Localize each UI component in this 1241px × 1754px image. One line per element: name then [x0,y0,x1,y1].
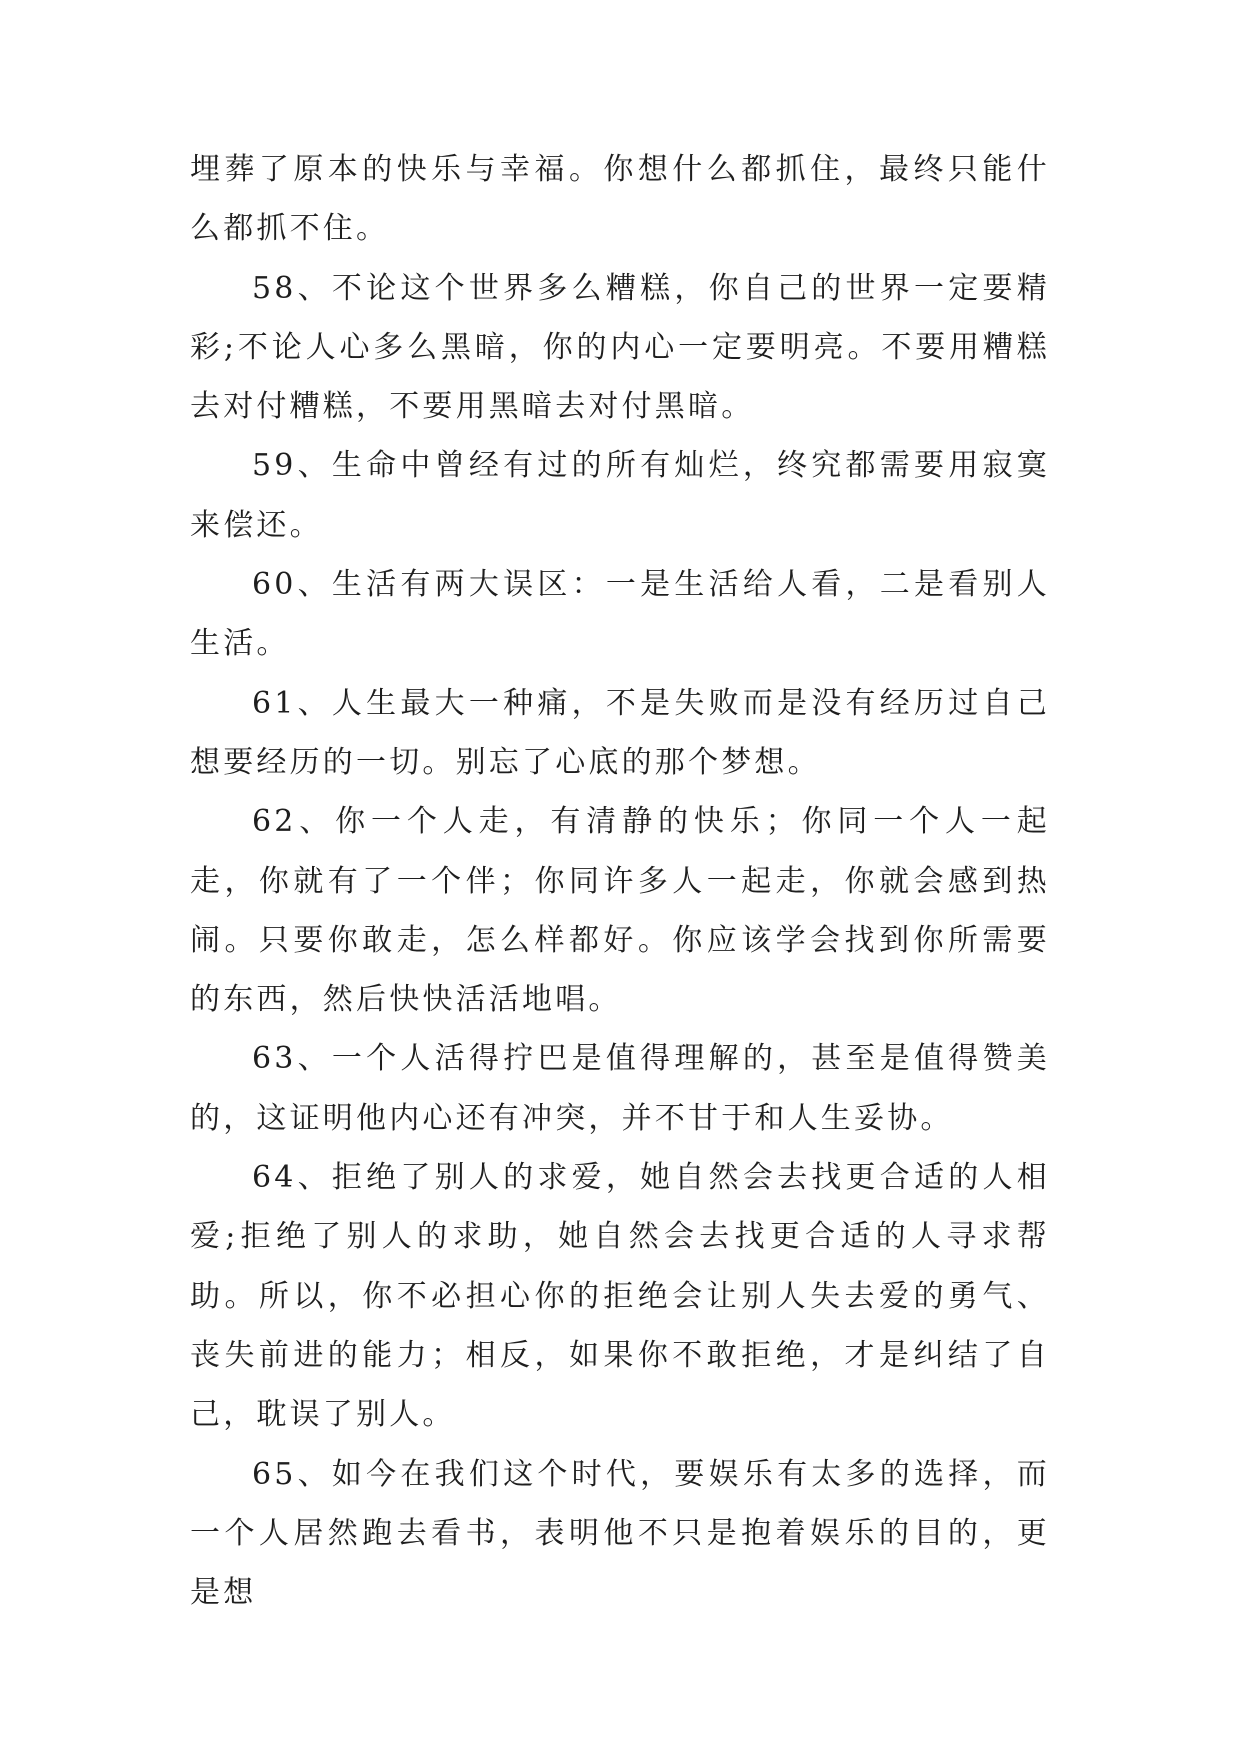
paragraph-59: 59、生命中曾经有过的所有灿烂，终究都需要用寂寞来偿还。 [190,448,1050,543]
paragraph-63: 63、一个人活得拧巴是值得理解的，甚至是值得赞美的，这证明他内心还有冲突，并不甘于和人生妥协。 [190,1041,1050,1136]
paragraph-58: 58、不论这个世界多么糟糕，你自己的世界一定要精彩;不论人心多么黑暗，你的内心一定要明亮。不要用糟糕去对付糟糕，不要用黑暗去对付黑暗。 [190,270,1050,425]
paragraph-61: 61、人生最大一种痛，不是失败而是没有经历过自己想要经历的一切。别忘了心底的那个梦想。 [190,685,1050,780]
paragraph-65: 65、如今在我们这个时代，要娱乐有太多的选择，而一个人居然跑去看书，表明他不只是抱着娱乐的目的，更是想 [190,1456,1050,1611]
document-page [190,140,1050,1622]
paragraph-64: 64、拒绝了别人的求爱，她自然会去找更合适的人相爱;拒绝了别人的求助，她自然会去找更合适的人寻求帮助。所以，你不必担心你的拒绝会让别人失去爱的勇气、丧失前进的能力；相反，如果你不敢拒绝，才是纠结了自己，耽误了别人。 [190,1160,1050,1433]
paragraph-62: 62、你一个人走，有清静的快乐；你同一个人一起走，你就有了一个伴；你同许多人一起走，你就会感到热闹。只要你敢走，怎么样都好。你应该学会找到你所需要的东西，然后快快活活地唱。 [190,804,1050,1018]
paragraph-60: 60、生活有两大误区：一是生活给人看，二是看别人生活。 [190,567,1050,662]
paragraph-continuation: 埋葬了原本的快乐与幸福。你想什么都抓住，最终只能什么都抓不住。 [190,152,1050,247]
